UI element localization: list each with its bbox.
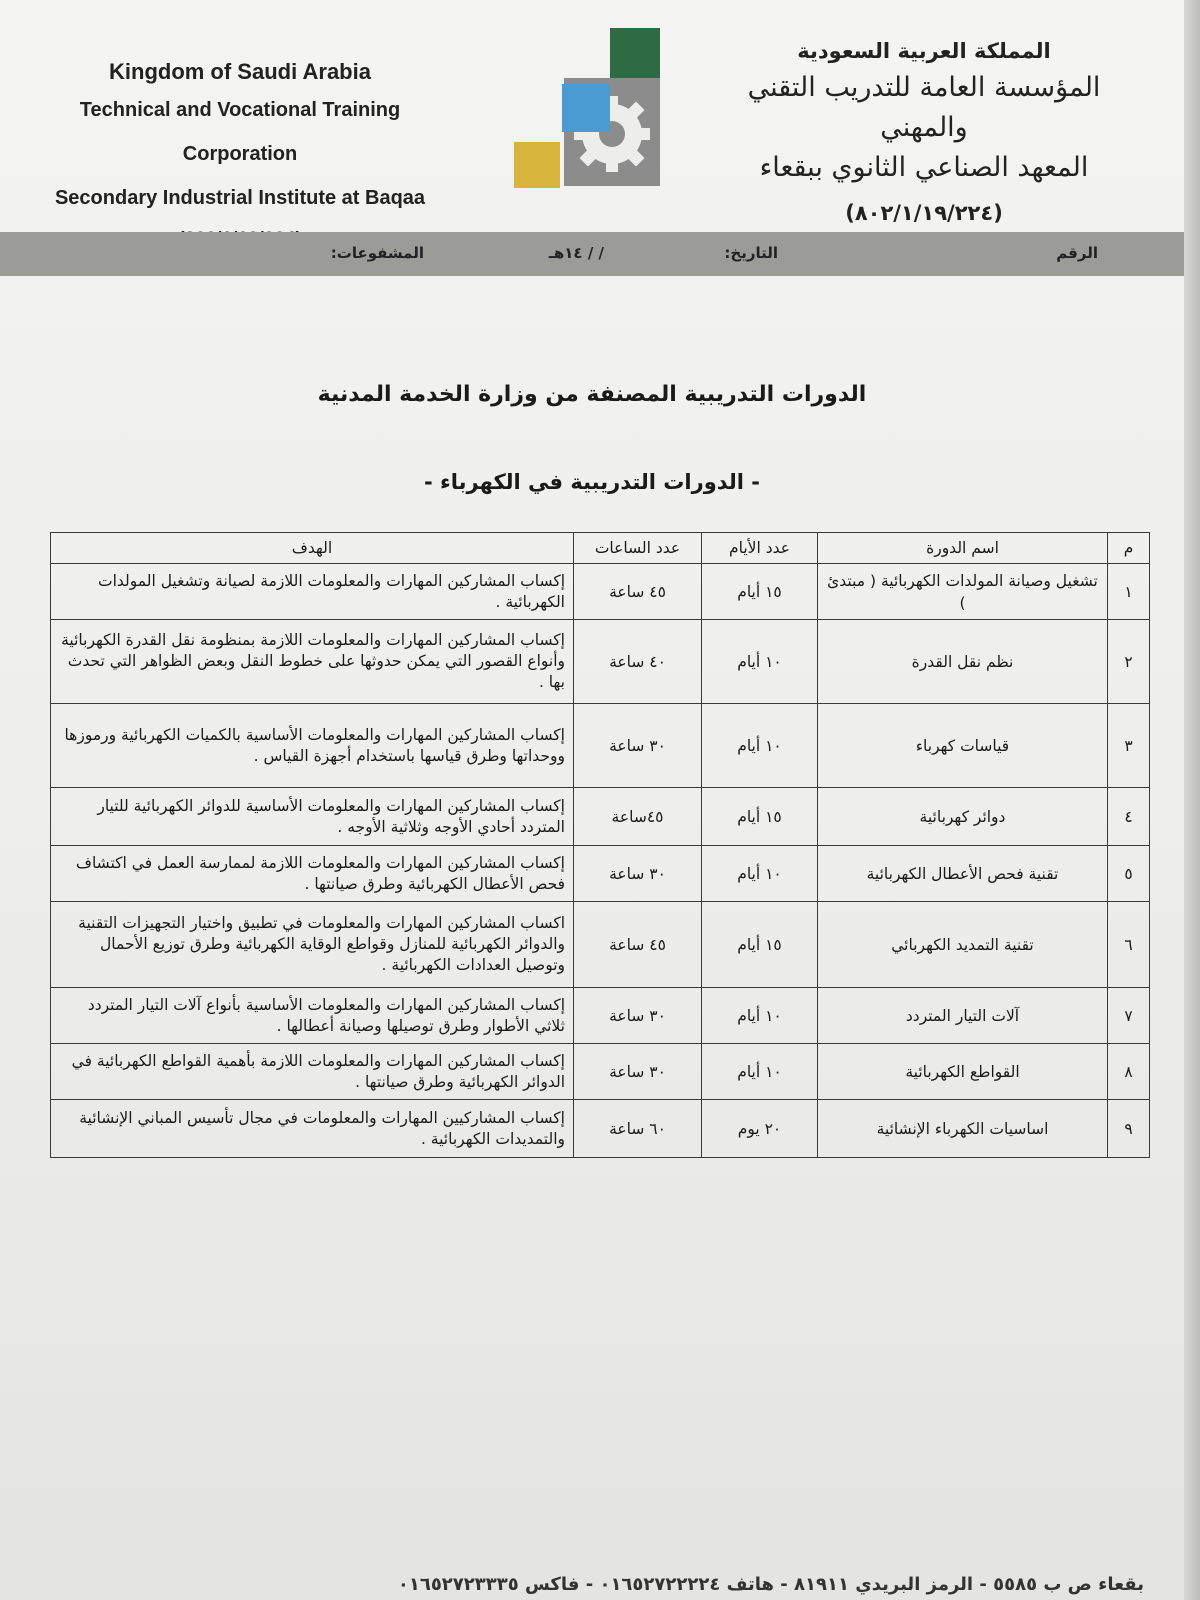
- course-hours: ٤٥ ساعة: [574, 564, 702, 620]
- courses-table-wrapper: [50, 532, 1150, 1158]
- course-days: ١٠ أيام: [702, 846, 818, 902]
- arabic-code: (٨٠٢/١/١٩/٢٢٤): [845, 201, 1003, 225]
- document-title: الدورات التدريبية المصنفة من وزارة الخدمة المدنية: [317, 382, 867, 407]
- course-goal: إكساب المشاركين المهارات والمعلومات اللازمة بأهمية القواطع الكهربائية في الدوائر الكهربائية وطرق صيانتها .: [51, 1044, 574, 1100]
- course-goal: إكساب المشاركين المهارات والمعلومات اللازمة لممارسة العمل في اكتشاف فحص الأعطال الكهربائية وطرق صيانتها .: [51, 846, 574, 902]
- course-goal: إكساب المشاركين المهارات والمعلومات اللازمة لصيانة وتشغيل المولدات الكهربائية .: [51, 564, 574, 620]
- course-hours: ٣٠ ساعة: [574, 1044, 702, 1100]
- table-row: [51, 620, 1150, 704]
- row-number: ٦: [1108, 902, 1150, 988]
- course-days: ١٥ أيام: [702, 564, 818, 620]
- table-row: [51, 564, 1150, 620]
- table-row: [51, 704, 1150, 788]
- date-label: التاريخ:: [724, 244, 778, 262]
- english-corporation: Technical and Vocational Training Corporation: [79, 99, 401, 165]
- course-days: ١٥ أيام: [702, 788, 818, 846]
- course-hours: ٤٥ساعة: [574, 788, 702, 846]
- header-hours: عدد الساعات: [574, 533, 702, 564]
- table-header-row: [51, 533, 1150, 564]
- course-name: نظم نقل القدرة: [818, 620, 1108, 704]
- english-institute: Secondary Industrial Institute at Baqaa: [54, 187, 426, 209]
- arabic-letterhead: [704, 34, 1144, 238]
- course-days: ١٠ أيام: [702, 1044, 818, 1100]
- table-row: [51, 846, 1150, 902]
- course-hours: ٣٠ ساعة: [574, 988, 702, 1044]
- course-goal: إكساب المشاركين المهارات والمعلومات الأساسية بأنواع آلات التيار المتردد ثلاثي الأطوار وطرق توصيلها وصيانة أعطالها .: [51, 988, 574, 1044]
- course-name: قياسات كهرباء: [818, 704, 1108, 788]
- reference-bar: [0, 232, 1184, 276]
- course-goal: إكساب المشاركين المهارات والمعلومات اللازمة بمنظومة نقل القدرة الكهربائية وأنواع القصور التي يمكن حدوثها على خطوط النقل وبعض الظواهر التي تحدث بها .: [51, 620, 574, 704]
- course-name: دوائر كهربائية: [818, 788, 1108, 846]
- course-name: تقنية التمديد الكهربائي: [818, 902, 1108, 988]
- header-goal: الهدف: [51, 533, 574, 564]
- header-course-name: اسم الدورة: [818, 533, 1108, 564]
- course-hours: ٦٠ ساعة: [574, 1100, 702, 1158]
- course-goal: إكساب المشاركين المهارات والمعلومات الأساسية بالكميات الكهربائية ورموزها ووحداتها وطرق قياسها باستخدام أجهزة القياس .: [51, 704, 574, 788]
- course-days: ٢٠ يوم: [702, 1100, 818, 1158]
- course-hours: ٤٥ ساعة: [574, 902, 702, 988]
- row-number: ١: [1108, 564, 1150, 620]
- row-number: ٧: [1108, 988, 1150, 1044]
- course-hours: ٣٠ ساعة: [574, 846, 702, 902]
- logo-green-square: [610, 28, 660, 78]
- course-name: تقنية فحص الأعطال الكهربائية: [818, 846, 1108, 902]
- course-hours: ٤٠ ساعة: [574, 620, 702, 704]
- logo-yellow-square: [514, 142, 560, 188]
- row-number: ٤: [1108, 788, 1150, 846]
- row-number: ٣: [1108, 704, 1150, 788]
- row-number: ٩: [1108, 1100, 1150, 1158]
- table-row: [51, 902, 1150, 988]
- table-row: [51, 788, 1150, 846]
- course-goal: إكساب المشاركين المهارات والمعلومات الأساسية للدوائر الكهربائية للتيار المتردد أحادي الأوجه وثلاثية الأوجه .: [51, 788, 574, 846]
- row-number: ٨: [1108, 1044, 1150, 1100]
- date-value: / / ١٤هـ: [548, 244, 604, 262]
- course-days: ١٥ أيام: [702, 902, 818, 988]
- course-name: اساسيات الكهرباء الإنشائية: [818, 1100, 1108, 1158]
- attachments-label: المشفوعات:: [330, 244, 424, 262]
- arabic-country: المملكة العربية السعودية: [797, 39, 1051, 63]
- course-name: آلات التيار المتردد: [818, 988, 1108, 1044]
- table-row: [51, 1044, 1150, 1100]
- header-days: عدد الأيام: [702, 533, 818, 564]
- page-edge-shadow: [1184, 0, 1200, 1600]
- row-number: ٢: [1108, 620, 1150, 704]
- course-goal: إكساب المشاركيين المهارات والمعلومات في مجال تأسيس المباني الإنشائية والتمديدات الكهربائية .: [51, 1100, 574, 1158]
- number-label: الرقم: [1056, 244, 1098, 262]
- english-country: Kingdom of Saudi Arabia: [109, 59, 371, 84]
- arabic-institute: المعهد الصناعي الثانوي ببقعاء: [759, 152, 1089, 183]
- tvtc-logo: [512, 26, 672, 194]
- table-row: [51, 988, 1150, 1044]
- course-name: القواطع الكهربائية: [818, 1044, 1108, 1100]
- course-days: ١٠ أيام: [702, 988, 818, 1044]
- header-number: م: [1108, 533, 1150, 564]
- courses-table: [50, 532, 1150, 1158]
- arabic-corporation: المؤسسة العامة للتدريب التقني والمهني: [747, 72, 1101, 143]
- course-goal: اكساب المشاركين المهارات والمعلومات في تطبيق واختيار التجهيزات التقنية والدوائر الكهربائية للمنازل وقواطع الوقاية الكهربائية وطرق توزيع الأحمال وتوصيل العدادات الكهربائية .: [51, 902, 574, 988]
- section-title: - الدورات التدريبية في الكهرباء -: [423, 470, 760, 494]
- course-days: ١٠ أيام: [702, 620, 818, 704]
- footer-contact: بقعاء ص ب ٥٥٨٥ - الرمز البريدي ٨١٩١١ - هاتف ٠١٦٥٢٧٢٢٢٢٤ - فاكس ٠١٦٥٢٧٢٣٣٣٥: [397, 1574, 1144, 1595]
- row-number: ٥: [1108, 846, 1150, 902]
- course-hours: ٣٠ ساعة: [574, 704, 702, 788]
- logo-blue-square: [562, 84, 610, 132]
- table-row: [51, 1100, 1150, 1158]
- english-letterhead: [30, 56, 450, 260]
- course-name: تشغيل وصيانة المولدات الكهربائية ( مبتدئ ): [818, 564, 1108, 620]
- course-days: ١٠ أيام: [702, 704, 818, 788]
